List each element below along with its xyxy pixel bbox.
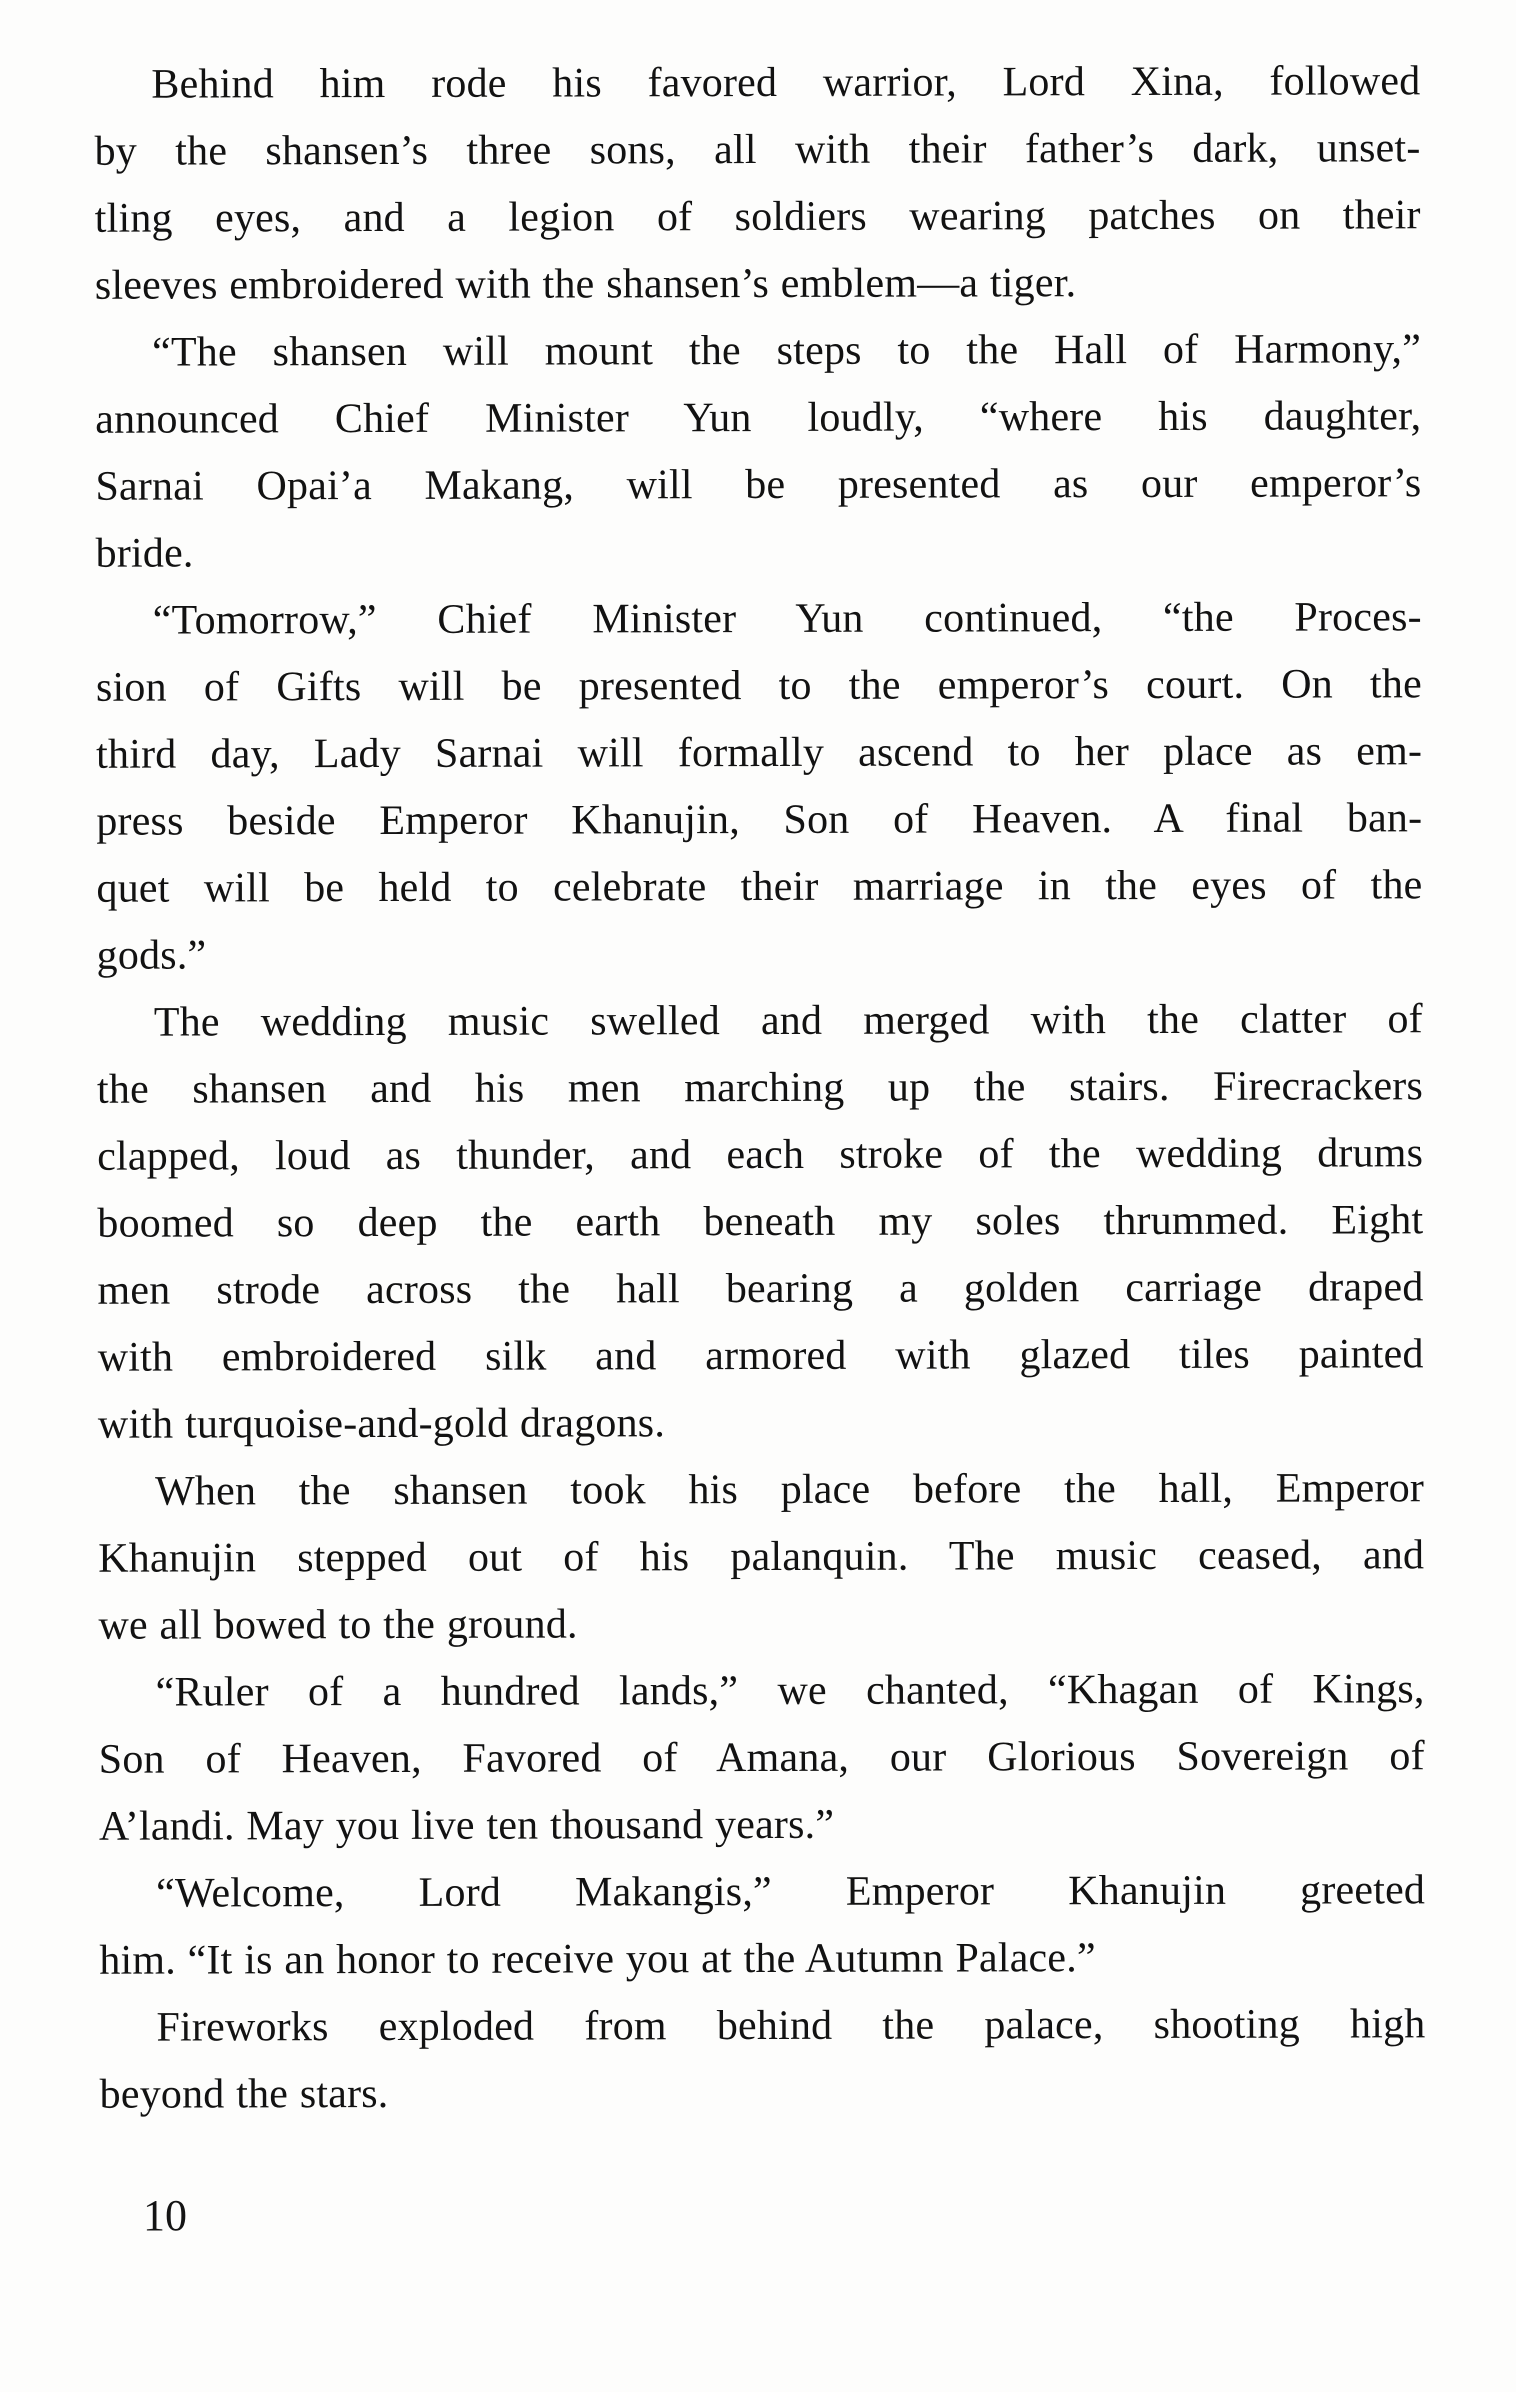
paragraph bbox=[96, 584, 1423, 989]
text-line: Khanujin stepped out of his palanquin. The music ceased, and bbox=[98, 1532, 1425, 1582]
text-line: with turquoise-and-gold dragons. bbox=[97, 1400, 666, 1448]
text-line: with embroidered silk and armored with glazed tiles painted bbox=[97, 1331, 1424, 1381]
text-line: beyond the stars. bbox=[99, 2070, 389, 2118]
text-line: quet will be held to celebrate their marriage in the eyes of the bbox=[96, 862, 1423, 912]
text-line: announced Chief Minister Yun loudly, “where his daughter, bbox=[95, 393, 1422, 443]
text-line: by the shansen’s three sons, all with their father’s dark, unset- bbox=[94, 125, 1421, 175]
paragraph bbox=[99, 1991, 1425, 2128]
text-line: the shansen and his men marching up the stairs. Firecrackers bbox=[96, 1063, 1424, 1113]
text-line: Sarnai Opai’a Makang, will be presented as our emperor’s bbox=[95, 460, 1422, 510]
text-line: Behind him rode his favored warrior, Lord Xina, followed bbox=[151, 58, 1421, 108]
text-line: sion of Gifts will be presented to the emperor’s court. On the bbox=[95, 661, 1423, 711]
text-line: men strode across the hall bearing a golden carriage draped bbox=[97, 1264, 1424, 1314]
text-line: A’landi. May you live ten thousand years.” bbox=[98, 1801, 835, 1850]
text-line: Fireworks exploded from behind the palace, shooting high bbox=[156, 2001, 1426, 2051]
text-line: we all bowed to the ground. bbox=[98, 1601, 578, 1649]
text-line: sleeves embroidered with the shansen’s emblem—a tiger. bbox=[94, 260, 1077, 309]
text-line: bride. bbox=[95, 530, 194, 577]
text-line: press beside Emperor Khanujin, Son of Heaven. A final ban- bbox=[96, 795, 1423, 845]
text-line: When the shansen took his place before the hall, Emperor bbox=[154, 1465, 1425, 1515]
text-line: “Welcome, Lord Makangis,” Emperor Khanujin greeted bbox=[156, 1867, 1426, 1917]
paragraph bbox=[97, 986, 1424, 1458]
page-number: 10 bbox=[143, 2191, 187, 2240]
paragraph bbox=[94, 48, 1421, 319]
paragraph bbox=[98, 1455, 1425, 1659]
paragraph bbox=[99, 1857, 1425, 1994]
text-line: tling eyes, and a legion of soldiers wearing patches on their bbox=[94, 192, 1421, 242]
text-line: The wedding music swelled and merged with the clatter of bbox=[153, 996, 1423, 1046]
text-line: gods.” bbox=[96, 932, 207, 979]
text-line: clapped, loud as thunder, and each stroke of the wedding drums bbox=[97, 1130, 1424, 1180]
text-line: “The shansen will mount the steps to the Hall of Harmony,” bbox=[152, 326, 1422, 376]
text-line: him. “It is an honor to receive you at the Autumn Palace.” bbox=[99, 1935, 1096, 1984]
text-line: “Ruler of a hundred lands,” we chanted, “Khagan of Kings, bbox=[155, 1666, 1425, 1716]
text-line: boomed so deep the earth beneath my soles thrummed. Eight bbox=[97, 1197, 1424, 1247]
paragraph bbox=[98, 1656, 1425, 1860]
text-line: Son of Heaven, Favored of Amana, our Glorious Sovereign of bbox=[98, 1733, 1425, 1783]
paragraph bbox=[95, 316, 1422, 587]
text-line: “Tomorrow,” Chief Minister Yun continued, “the Proces- bbox=[152, 594, 1422, 644]
text-block bbox=[94, 48, 1425, 2128]
text-line: third day, Lady Sarnai will formally ascend to her place as em- bbox=[96, 728, 1423, 778]
